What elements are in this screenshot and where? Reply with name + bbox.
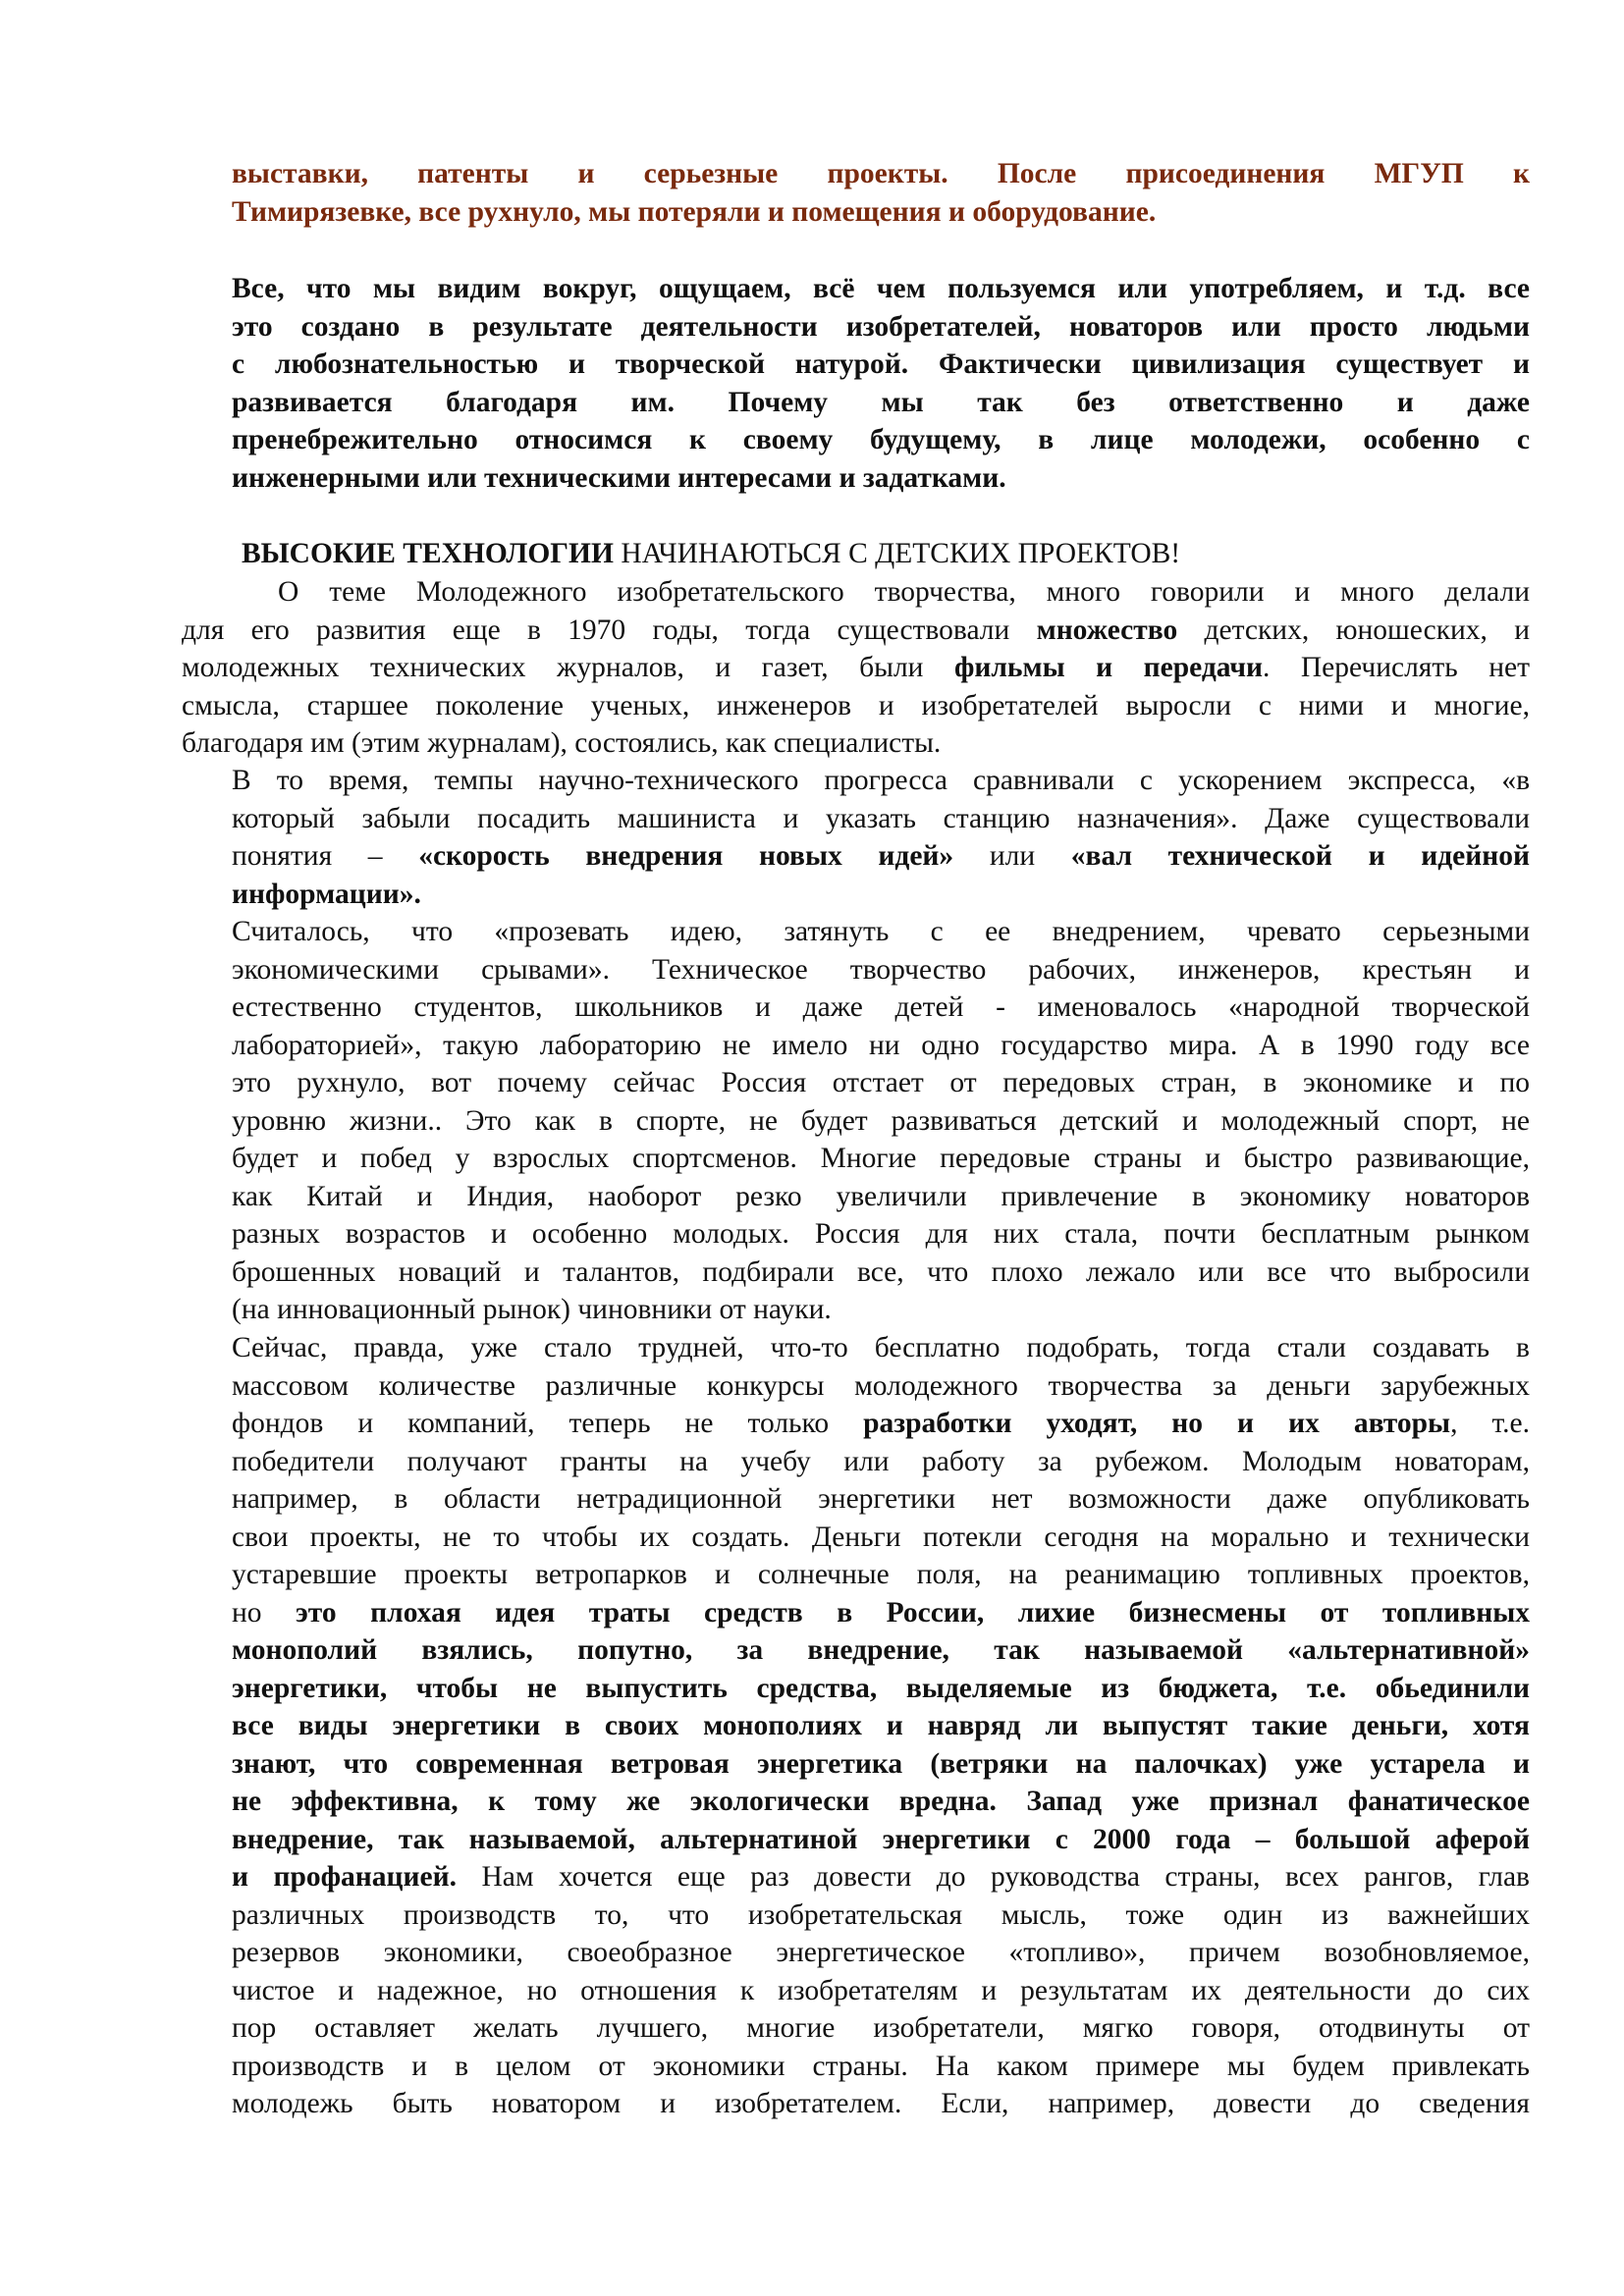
text-line: уровню жизни.. Это как в спорте, не будет развиваться детский и молодежный спорт, не [232,1104,1530,1137]
text-line: молодежь быть новатором и изобретателем. Если, например, довести до сведения [232,2088,1530,2119]
text-line: различных производств то, что изобретательская мысль, тоже один из важнейших [232,1898,1530,1931]
bold-paragraph [232,270,1530,497]
text-line: лабораторией», такую лабораторию не имело ни одно государство мира. А в 1990 году все [232,1029,1530,1061]
text-line: информации». [232,878,421,910]
text-line: будет и побед у взрослых спортсменов. Многие передовые страны и быстро развивающие, [232,1143,1530,1174]
intro-red-paragraph [232,155,1530,231]
text-line: устаревшие проекты ветропарков и солнечные поля, на реанимацию топливных проектов, [232,1559,1530,1590]
paragraph-history [182,573,1530,763]
text-line: смысла, старшее поколение ученых, инженеров и изобретателей выросли с ними и многие, [182,689,1530,721]
text-line: победители получают гранты на учебу или работу за рубежом. Молодым новаторам, [232,1445,1530,1477]
text-line: естественно студентов, школьников и даже детей - именовалось «народной творческой [232,991,1530,1023]
paragraph-competitions [232,1329,1530,2123]
section-heading [242,535,1180,573]
text-line: брошенных новаций и талантов, подбирали все, что плохо лежало или все что выбросили [232,1255,1530,1288]
text-line: фондов и компаний, теперь не только разработки уходят, но и их авторы, т.е. [232,1408,1530,1439]
text-line: Сейчас, правда, уже стало трудней, что-то бесплатно подобрать, тогда стали создавать в [232,1332,1530,1363]
text-line: (на инновационный рынок) чиновники от науки. [232,1294,832,1325]
text-line: который забыли посадить машиниста и указать станцию назначения». Даже существовали [232,802,1530,834]
paragraph-progress [232,762,1530,913]
text-line: свои проекты, не то чтобы их создать. Деньги потекли сегодня на морально и технически [232,1521,1530,1553]
text-line: Все, что мы видим вокруг, ощущаем, всё чем пользуемся или употребляем, и т.д. все [232,273,1530,304]
text-line: как Китай и Индия, наоборот резко увеличили привлечение в экономику новаторов [232,1180,1530,1212]
text-line: Тимирязевке, все рухнуло, мы потеряли и помещения и оборудование. [232,195,1157,228]
text-line: для его развития еще в 1970 годы, тогда существовали множество детских, юношеских, и [182,614,1530,646]
text-line: благодаря им (этим журналам), состоялись, как специалисты. [182,727,942,759]
text-line: резервов экономики, своеобразное энергетическое «топливо», причем возобновляемое, [232,1937,1530,1968]
text-line: молодежных технических журналов, и газет, были фильмы и передачи. Перечислять нет [182,652,1530,683]
text-line: все виды энергетики в своих монополиях и навряд ли выпустят такие деньги, хотя [232,1710,1530,1741]
text-line: знают, что современная ветровая энергетика (ветряки на палочках) уже устарела и [232,1747,1530,1780]
text-line: это рухнуло, вот почему сейчас Россия отстает от передовых стран, в экономике и по [232,1067,1530,1098]
text-line: разных возрастов и особенно молодых. Россия для них стала, почти бесплатным рынком [232,1218,1530,1250]
paragraph-economy [232,913,1530,1329]
text-line: О теме Молодежного изобретательского творчества, много говорили и много делали [278,576,1530,608]
text-line: чистое и надежное, но отношения к изобретателям и результатам их деятельности до сих [232,1974,1530,2006]
text-line: Считалось, что «прозевать идею, затянуть с ее внедрением, чревато серьезными [232,916,1530,947]
text-line: монополий взялись, попутно, за внедрение, так называемой «альтернативной» [232,1634,1530,1666]
text-line: не эффективна, к тому же экологически вредна. Запад уже признал фанатическое [232,1786,1530,1817]
text-line: понятия – «скорость внедрения новых идей» или «вал технической и идейной [232,840,1530,872]
text-line: В то время, темпы научно-технического прогресса сравнивали с ускорением экспресса, «в [232,765,1530,796]
text-line: с любознательностью и творческой натурой. Фактически цивилизация существует и [232,348,1530,380]
text-line: экономическими срывами». Техническое творчество рабочих, инженеров, крестьян и [232,953,1530,986]
text-line: массовом количестве различные конкурсы молодежного творчества за деньги зарубежных [232,1369,1530,1402]
text-line: энергетики, чтобы не выпустить средства, выделяемые из бюджета, т.е. обьединили [232,1672,1530,1704]
text-line: но это плохая идея траты средств в России, лихие бизнесмены от топливных [232,1596,1530,1629]
text-line: пор оставляет желать лучшего, многие изобретатели, мягко говоря, отодвинуты от [232,2012,1530,2044]
text-line: внедрение, так называемой, альтернатиной энергетики с 2000 года – большой аферой [232,1823,1530,1855]
text-line: развивается благодаря им. Почему мы так без ответственно и даже [232,386,1530,418]
text-line: инженерными или техническими интересами и задатками. [232,461,1006,494]
text-line: выставки, патенты и серьезные проекты. После присоединения МГУП к [232,158,1530,189]
heading-rest: НАЧИНАЮТЬСЯ С ДЕТСКИХ ПРОЕКТОВ! [613,538,1181,569]
heading-bold: ВЫСОКИЕ ТЕХНОЛОГИИ [242,538,614,569]
text-line: и профанацией. Нам хочется еще раз довести до руководства страны, всех рангов, глав [232,1861,1530,1893]
text-line: производств и в целом от экономики страны. На каком примере мы будем привлекать [232,2050,1530,2082]
text-line: это создано в результате деятельности изобретателей, новаторов или просто людьми [232,310,1530,343]
text-line: например, в области нетрадиционной энергетики нет возможности даже опубликовать [232,1483,1530,1515]
text-line: пренебрежительно относимся к своему будущему, в лице молодежи, особенно с [232,424,1530,455]
